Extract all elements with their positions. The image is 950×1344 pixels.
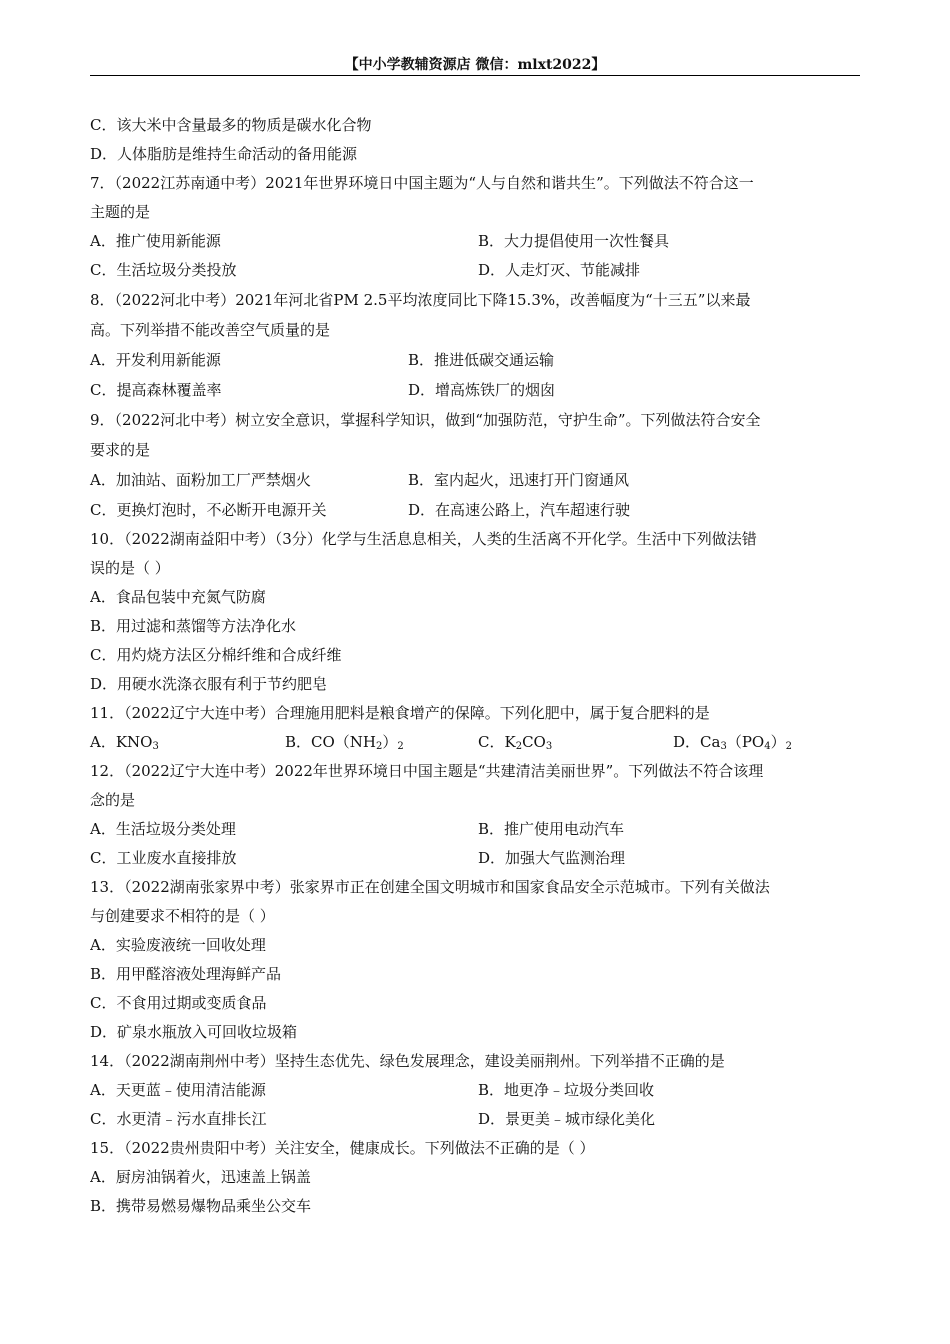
q9-options-row2	[90, 495, 862, 525]
q14-option-d: D．景更美﹣城市绿化美化	[478, 1110, 656, 1128]
q13-stem-line2: 与创建要求不相符的是（ ）	[90, 907, 275, 925]
q10-option-a: A．食品包装中充氮气防腐	[90, 588, 266, 606]
q7-stem-line2: 主题的是	[90, 203, 151, 221]
q10-stem-line2: 误的是（ ）	[90, 559, 170, 577]
q14-options-row2	[90, 1105, 862, 1134]
q15-option-a: A．厨房油锅着火，迅速盖上锅盖	[90, 1168, 311, 1186]
prev-option-d: D．人体脂肪是维持生命活动的备用能源	[90, 145, 358, 163]
q9-stem-line2: 要求的是	[90, 441, 151, 459]
header-rule	[90, 75, 860, 76]
q12-options-row1	[90, 815, 862, 844]
q10-option-c: C．用灼烧方法区分棉纤维和合成纤维	[90, 646, 342, 664]
q13-option-d: D．矿泉水瓶放入可回收垃圾箱	[90, 1023, 298, 1041]
q13-option-a: A．实验废液统一回收处理	[90, 936, 266, 954]
q8-stem-line1: 8．（2022河北中考）2021年河北省PM 2.5平均浓度同比下降15.3%，改善幅度为“十三五”以来最	[90, 291, 751, 309]
q7-option-a: A．推广使用新能源	[90, 232, 221, 250]
q9-option-d: D．在高速公路上，汽车超速行驶	[408, 501, 631, 519]
q8-option-d: D．增高炼铁厂的烟囱	[408, 381, 556, 399]
q7-option-d: D．人走灯灭、节能减排	[478, 261, 641, 279]
q14-option-b: B．地更净﹣垃圾分类回收	[478, 1081, 655, 1099]
q14-options-row1	[90, 1076, 862, 1105]
q13-option-c: C．不食用过期或变质食品	[90, 994, 267, 1012]
q8-option-b: B．推进低碳交通运输	[408, 351, 555, 369]
q11-stem-line1: 11．（2022辽宁大连中考）合理施用肥料是粮食增产的保障。下列化肥中，属于复合肥料的是	[90, 704, 710, 722]
q13-option-b: B．用甲醛溶液处理海鲜产品	[90, 965, 282, 983]
q12-option-c: C．工业废水直接排放	[90, 849, 237, 867]
q8-options-row1	[90, 345, 862, 375]
q15-stem-line1: 15．（2022贵州贵阳中考）关注安全，健康成长。下列做法不正确的是（ ）	[90, 1139, 595, 1157]
q12-stem-line1: 12．（2022辽宁大连中考）2022年世界环境日中国主题是“共建清洁美丽世界”。下列做法不符合该理	[90, 762, 764, 780]
q14-option-a: A．天更蓝﹣使用清洁能源	[90, 1081, 266, 1099]
q12-option-a: A．生活垃圾分类处理	[90, 820, 236, 838]
q7-option-b: B．大力提倡使用一次性餐具	[478, 232, 670, 250]
q8-option-c: C．提高森林覆盖率	[90, 381, 222, 399]
prev-option-c: C．该大米中含量最多的物质是碳水化合物	[90, 116, 372, 134]
q10-stem-line1: 10．（2022湖南益阳中考）（3分）化学与生活息息相关，人类的生活离不开化学。生活中下列做法错	[90, 530, 757, 548]
q11-option-b: B．$CO(NH_2)_2$	[285, 733, 404, 752]
q9-option-a: A．加油站、面粉加工厂严禁烟火	[90, 471, 311, 489]
q14-option-c: C．水更清﹣污水直排长江	[90, 1110, 267, 1128]
q9-options-row1	[90, 465, 862, 495]
question-content	[90, 111, 862, 1221]
q9-option-c: C．更换灯泡时，不必断开电源开关	[90, 501, 327, 519]
q15-option-b: B．携带易燃易爆物品乘坐公交车	[90, 1197, 312, 1215]
q7-stem-line1: 7．（2022江苏南通中考）2021年世界环境日中国主题为“人与自然和谐共生”。下列做法不符合这一	[90, 174, 754, 192]
q7-options-row1	[90, 227, 862, 256]
q11-option-a: A．$KNO_3$	[90, 733, 159, 752]
q13-stem-line1: 13．（2022湖南张家界中考）张家界市正在创建全国文明城市和国家食品安全示范城市。下列有关做法	[90, 878, 770, 896]
q8-option-a: A．开发利用新能源	[90, 351, 221, 369]
q9-option-b: B．室内起火，迅速打开门窗通风	[408, 471, 630, 489]
q12-options-row2	[90, 844, 862, 873]
q12-stem-line2: 念的是	[90, 791, 136, 809]
page-header: 【中小学教辅资源店 微信：mlxt2022】	[344, 57, 606, 73]
q10-option-d: D．用硬水洗涤衣服有利于节约肥皂	[90, 675, 328, 693]
q9-stem-line1: 9．（2022河北中考）树立安全意识，掌握科学知识，做到“加强防范，守护生命”。下列做法符合安全	[90, 411, 761, 429]
q12-option-d: D．加强大气监测治理	[478, 849, 626, 867]
q7-option-c: C．生活垃圾分类投放	[90, 261, 237, 279]
q7-options-row2	[90, 256, 862, 285]
q11-options-row	[90, 728, 862, 757]
q14-stem-line1: 14．（2022湖南荆州中考）坚持生态优先、绿色发展理念，建设美丽荆州。下列举措不正确的是	[90, 1052, 725, 1070]
q11-option-d: D．$Ca_3(PO_4)_2$	[673, 733, 792, 752]
q12-option-b: B．推广使用电动汽车	[478, 820, 625, 838]
q8-stem-line2: 高。下列举措不能改善空气质量的是	[90, 321, 331, 339]
q11-option-c: C．$K_2CO_3$	[478, 733, 553, 752]
q10-option-b: B．用过滤和蒸馏等方法净化水	[90, 617, 297, 635]
q8-options-row2	[90, 375, 862, 405]
